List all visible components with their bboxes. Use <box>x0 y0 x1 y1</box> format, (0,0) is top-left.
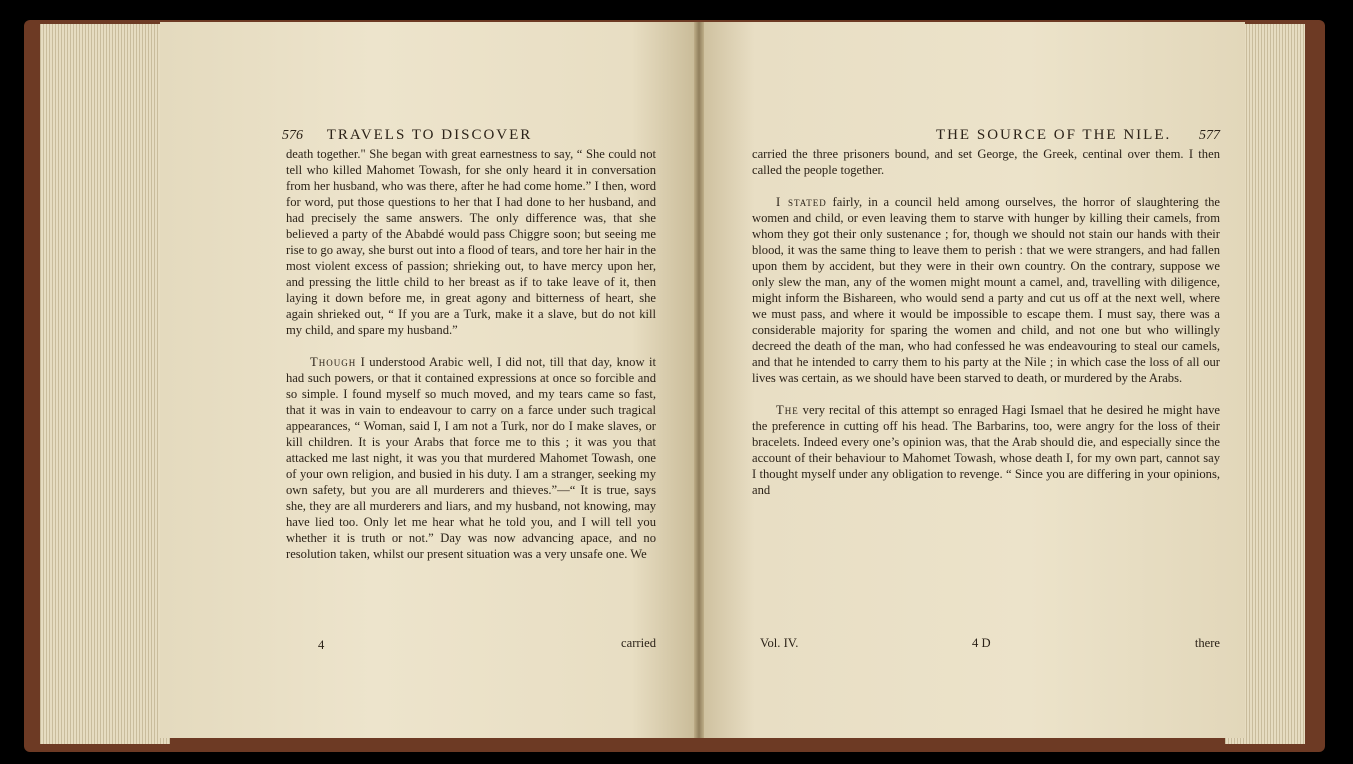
right-running-header <box>818 127 1220 144</box>
paragraph: Though I understood Arabic well, I did not, till that day, know it had such powers, or that it contained expressions at once so forcible and so simple. I found myself so much moved, and my tears came so fast, that it was in vain to endeavour to carry on a farce under such tragical appearances, “ Woman, said I, I am not a Turk, nor do I make slaves, or kill children. It is your Arabs that force me to this ; it was you that attacked me last night, it was you that murdered Mahomet Towash, one of your own religion, and busied in his duty. I am a stranger, seeking my own safety, but you are all murderers and thieves.”—“ It is true, says she, they are all murderers and liars, and my husband, not knowing, may have lied too. Only let me hear what he told you, and I will tell you whether it is truth or not.” Day was now advancing apace, and no resolution taken, whilst our present situation was a very unsafe one. We <box>286 355 656 561</box>
left-page-text <box>286 146 656 578</box>
left-signature-mark: 4 <box>318 638 325 652</box>
right-running-head: THE SOURCE OF THE NILE. <box>935 127 1172 143</box>
left-catchword: carried <box>621 636 656 650</box>
right-page-text <box>752 146 1220 514</box>
book-gutter <box>694 22 704 738</box>
left-running-header <box>282 127 662 144</box>
left-running-head: TRAVELS TO DISCOVER <box>326 127 533 143</box>
page-edges-left <box>40 24 170 744</box>
paragraph: death together." She began with great earnestness to say, “ She could not tell who killed Mahomet Towash, for she only heard it in conversation from her husband, who was there, after he had come home.” I then, word for word, put those questions to her that I had done to her husband, and had precisely the same answers. The only difference was, that she believed a party of the Ababdé would pass Chiggre soon; but seeing me rise to go away, she burst out into a flood of tears, and tore her hair in the most violent excess of passion; shrieking out, to have mercy upon her, and pressing the little child to her breast as if to take leave of it, then laying it down before me, in great agony and bitterness of heart, she again shrieked out, “ If you are a Turk, make it a slave, but do not kill my child, and spare my husband.” <box>286 147 656 337</box>
paragraph: carried the three prisoners bound, and set George, the Greek, centinal over them. I then called the people together. <box>752 147 1220 177</box>
left-page-number: 576 <box>282 128 303 143</box>
right-page-number: 577 <box>1199 128 1220 143</box>
paragraph: I stated fairly, in a council held among ourselves, the horror of slaughtering the women and child, or even leaving them to starve with hunger by killing their camels, from whom they got their only sustenance ; for, though we should not stain our hands with their blood, it was the same thing to leave them to perish : that we were strangers, and had fallen upon them by accident, but they were in their own country. On the contrary, suppose we only slew the man, any of the women might mount a camel, and, travelling with diligence, might inform the Bishareen, who would send a party and cut us off at the next well, where we must pass, and where it would be impossible to escape them. I must say, there was a considerable majority for sparing the women and child, and not one but who willingly decreed the death of the man, who had confessed he was endeavouring to steal our camels, and that he intended to carry them to his party at the Nile ; in which case the loss of all our lives was certain, as we should have been starved to death, or murdered by the Arabs. <box>752 195 1220 385</box>
right-catchword: there <box>1194 636 1220 650</box>
paragraph: The very recital of this attempt so enraged Hagi Ismael that he desired he might have the preference in cutting off his head. The Barbarins, too, were angry for the loss of their bracelets. Indeed every one’s opinion was, that the Arab should die, and especially since the account of their behaviour to Mahomet Towash, whose death I, for my own part, cannot say I thought myself under any obligation to revenge. “ Since you are differing in your opinions, and <box>752 403 1220 497</box>
right-signature-mark: 4 D <box>972 636 991 650</box>
volume-label: Vol. IV. <box>760 636 799 650</box>
